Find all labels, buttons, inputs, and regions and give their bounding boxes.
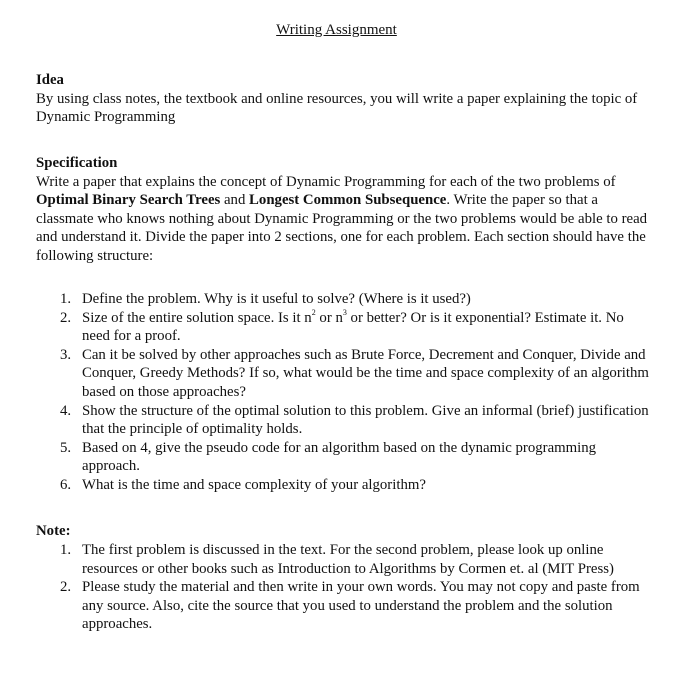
list-text: or better? Or is it exponential? Estimate it. No need for a proof. [82, 309, 624, 345]
list-number: 2. [60, 309, 72, 326]
list-number: 5. [60, 439, 72, 456]
specification-text [36, 173, 656, 266]
list-item [60, 476, 655, 495]
note-heading-block [36, 522, 656, 541]
list-text: Define the problem. Why is it useful to solve? (Where is it used?) [82, 291, 471, 307]
list-item [60, 578, 655, 634]
list-number: 1. [60, 542, 72, 558]
list-text: The first problem is discussed in the text. For the second problem, please look up online resources or other books such as Introduction to Algorithms by Cormen et. al (MIT Press) [82, 542, 614, 577]
list-number: 3. [60, 346, 72, 363]
note-list [60, 541, 655, 634]
specification-section [36, 154, 656, 266]
spec-text-2: and [220, 192, 250, 209]
idea-text: By using class notes, the textbook and online resources, you will write a paper explaining the topic of Dynamic Programming [36, 90, 638, 126]
list-text: or n [315, 309, 343, 326]
spec-text-1: Write a paper that explains the concept of Dynamic Programming for each of the two problems of [36, 173, 616, 190]
spec-text-3: . Write the paper so that a classmate who knows nothing about Dynamic Programming or the two problems would be able to read and understand it. Divide the paper into 2 sections, one for each problem. Each section should have the following structure: [36, 192, 648, 264]
specification-heading: Specification [36, 155, 118, 171]
list-number: 2. [60, 579, 72, 596]
spec-bold-lcs: Longest Common Subsequence [249, 192, 447, 209]
superscript: 3 [342, 307, 347, 317]
idea-heading: Idea [36, 72, 64, 88]
list-text: Size of the entire solution space. Is it n [82, 309, 312, 326]
idea-section [36, 71, 656, 127]
spec-bold-obst: Optimal Binary Search Trees [36, 192, 221, 209]
list-item [60, 309, 655, 346]
page-title: Writing Assignment [276, 22, 397, 38]
list-text: Please study the material and then write in your own words. You may not copy and paste from any source. Also, cite the source that you used to understand the problem and the solution approaches. [82, 579, 640, 633]
list-text: Based on 4, give the pseudo code for an algorithm based on the dynamic programming approach. [82, 439, 597, 475]
list-number: 1. [60, 291, 72, 307]
list-number: 4. [60, 402, 72, 419]
structure-list [60, 290, 655, 495]
note-heading: Note: [36, 523, 71, 539]
list-item [60, 290, 655, 309]
list-item [60, 439, 655, 476]
list-item [60, 346, 655, 402]
list-text: Can it be solved by other approaches such as Brute Force, Decrement and Conquer, Divide and Conquer, Greedy Methods? If so, what would be the time and space complexity of an algorithm based on those approaches? [82, 346, 649, 400]
list-item [60, 541, 655, 578]
list-item [60, 402, 655, 439]
superscript: 2 [311, 307, 316, 317]
list-text: What is the time and space complexity of your algorithm? [82, 476, 426, 493]
list-number: 6. [60, 476, 72, 493]
list-text: Show the structure of the optimal solution to this problem. Give an informal (brief) justification that the principle of optimality holds. [82, 402, 649, 438]
